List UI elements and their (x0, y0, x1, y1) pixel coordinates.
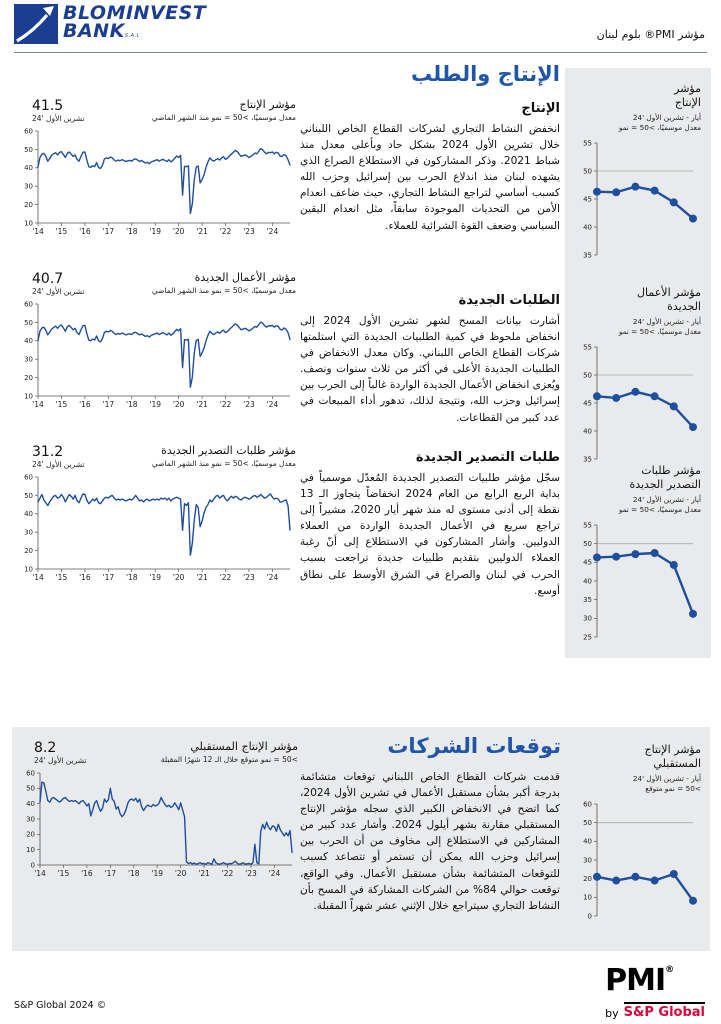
svg-text:25: 25 (583, 633, 592, 642)
svg-text:'16: '16 (79, 573, 91, 582)
svg-text:'23: '23 (243, 227, 255, 236)
svg-text:45: 45 (583, 195, 592, 204)
svg-text:30: 30 (583, 856, 592, 865)
mini-chart-range: أيار - تشرين الأول '24 (632, 112, 701, 122)
mini-chart-note: معدل موسميًا، >50 = نمو (618, 504, 701, 514)
article-body: سجّل مؤشر طلبيات التصدير الجديدة المُعدّل موسمياً في بداية الربع الرابع من العام 2024 انخفاضاً يتجاوز الـ 13 نقطة إلى أدنى مستوى له منذ شهر أيار 2020، مشيراً إلى تراجع سريع في الأعمال الجديدة الواردة من العملاء الدوليين. وأشار المشاركون في الاستطلاع إلى أنّ رغبة العملاء الدوليين بتقديم طلبيات جديدة تراجعت بسبب الحرب في لبنان والصراع في الشرق الأوسط على نطاق أوسع. (300, 472, 561, 597)
svg-text:'14: '14 (34, 869, 46, 878)
svg-text:'21: '21 (196, 573, 208, 582)
svg-text:'17: '17 (102, 573, 115, 582)
svg-text:'20: '20 (172, 573, 185, 582)
bank-name: BLOMINVEST (63, 2, 207, 24)
svg-text:45: 45 (583, 399, 592, 408)
mini-chart-title-line1: مؤشر طلبات (641, 464, 701, 477)
new-export-orders-mini-chart (575, 519, 701, 649)
mini-chart-range: أيار - تشرين الأول '24 (632, 494, 701, 504)
svg-text:35: 35 (583, 455, 592, 464)
svg-text:55: 55 (583, 521, 592, 530)
article-body: انخفض النشاط التجاري لشركات القطاع الخاص اللبناني خلال تشرين الأول 2024 بشكل حاد وبأعلى معدل منذ شباط 2021. وذكر المشاركون في الاستطلاع الصراع الذي يشهده لبنان منذ اندلاع الحرب بين إسرائيل وحزب الله كسبب أساسي لتراجع النشاط التجاري، حيث ضاعف انعدام الأمن من التحديات الموجودة سابقاً، مثل انعدام اليقين السياسي وضعف القوة الشرائية للعملاء. (300, 123, 560, 232)
svg-text:'14: '14 (32, 573, 44, 582)
svg-text:'22: '22 (221, 869, 234, 878)
mini-chart-title-line2: الإنتاج (674, 95, 701, 109)
mini-chart-title-line2: الجديدة (667, 299, 701, 313)
svg-text:30: 30 (24, 182, 33, 191)
svg-text:40: 40 (24, 337, 33, 346)
article-body: أشارت بيانات المسح لشهر تشرين الأول 2024 إلى انخفاض ملحوظ في كمية الطلبيات الجديدة التي استلمتها شركات القطاع الخاص اللبناني. وكان معدل الانخفاض في الطلبيات الجديدة الأعلى في أكثر من ثلاث سنوات ونصف. ويُعزى انخفاض الأعمال الجديدة الواردة غالباً إلى الحرب بين إسرائيل وحزب الله، ونتيجة لذلك، تدهور أداء المبيعات في عدد كبير من القطاعات. (300, 315, 560, 424)
svg-text:20: 20 (24, 547, 33, 555)
svg-text:'18: '18 (125, 573, 138, 582)
future-output-mini-chart (575, 798, 701, 928)
article-output (300, 101, 560, 234)
mini-chart-title-line2: التصدير الجديدة (629, 477, 701, 491)
svg-text:'20: '20 (172, 400, 185, 409)
sidebar-recent-trends (565, 68, 711, 658)
chart-latest-date: تشرين الأول '24 (32, 287, 85, 296)
svg-text:55: 55 (583, 343, 592, 352)
svg-text:45: 45 (583, 558, 592, 567)
svg-text:'17: '17 (104, 869, 117, 878)
chart-latest-value: 8.2 (34, 740, 57, 756)
svg-text:50: 50 (24, 145, 33, 154)
article-new-orders (300, 293, 560, 426)
document-title: مؤشر PMI® بلوم لبنان (596, 28, 705, 41)
svg-text:20: 20 (26, 830, 35, 839)
svg-text:'14: '14 (32, 227, 44, 236)
svg-text:40: 40 (583, 427, 592, 436)
svg-text:'22: '22 (219, 227, 232, 236)
svg-text:50: 50 (583, 539, 592, 548)
pmi-registered-mark: ® (665, 965, 674, 975)
mini-chart-range: أيار - تشرين الأول '24 (632, 316, 701, 326)
svg-text:50: 50 (583, 167, 592, 176)
svg-text:30: 30 (583, 614, 592, 623)
svg-text:0: 0 (587, 912, 592, 921)
article-expectations (300, 769, 560, 914)
chart-subtitle: معدل موسميًا، >50 = نمو منذ الشهر الماضي (151, 113, 296, 122)
svg-text:30: 30 (24, 355, 33, 364)
svg-text:'19: '19 (151, 869, 164, 878)
mini-chart-note: معدل موسميًا، >50 = نمو (618, 326, 701, 336)
svg-text:'17: '17 (102, 227, 115, 236)
svg-text:'16: '16 (81, 869, 93, 878)
svg-text:'18: '18 (125, 400, 138, 409)
chart-block-future-output (16, 740, 298, 883)
svg-text:20: 20 (24, 374, 33, 382)
svg-text:10: 10 (24, 219, 33, 228)
svg-text:'23: '23 (243, 573, 255, 582)
svg-text:'16: '16 (79, 400, 91, 409)
svg-text:10: 10 (24, 565, 33, 574)
svg-text:'24: '24 (266, 227, 279, 236)
svg-text:50: 50 (24, 491, 33, 500)
sp-global-logo: S&P Global (624, 1002, 705, 1020)
article-new-export-orders (300, 450, 560, 599)
svg-text:'24: '24 (268, 869, 281, 878)
svg-text:'19: '19 (149, 400, 162, 409)
chart-latest-date: تشرين الأول '24 (32, 460, 85, 469)
mini-chart-note: معدل موسميًا، >50 = نمو (618, 122, 701, 132)
chart-title: مؤشر الأعمال الجديدة (194, 271, 296, 284)
svg-text:30: 30 (24, 528, 33, 537)
svg-text:40: 40 (583, 223, 592, 232)
svg-text:'14: '14 (32, 400, 44, 409)
svg-text:10: 10 (26, 846, 35, 855)
bank-logo-icon (14, 4, 58, 44)
bank-name-line2: BANK (63, 20, 125, 43)
chart-latest-value: 41.5 (32, 98, 64, 114)
chart-title: مؤشر طلبات التصدير الجديدة (161, 444, 296, 457)
header-divider (14, 52, 707, 53)
article-heading: طلبات التصدير الجديدة (415, 450, 560, 465)
section-title-output-demand: الإنتاج والطلب (410, 62, 560, 86)
pmi-by-text: by (605, 1007, 619, 1020)
section-title-expectations: توقعات الشركات (387, 734, 561, 758)
mini-chart-title-line2: المستقبلي (653, 756, 701, 770)
svg-text:0: 0 (30, 861, 35, 870)
svg-text:'20: '20 (174, 869, 187, 878)
svg-text:10: 10 (24, 392, 33, 401)
mini-chart-block-future-output (565, 743, 711, 928)
svg-text:'16: '16 (79, 227, 91, 236)
svg-text:'20: '20 (172, 227, 185, 236)
svg-text:60: 60 (24, 473, 33, 482)
mini-chart-title-line1: مؤشر الإنتاج (644, 743, 701, 756)
section-business-expectations (12, 727, 710, 951)
svg-text:60: 60 (583, 800, 592, 809)
svg-text:'21: '21 (196, 227, 208, 236)
svg-text:10: 10 (583, 893, 592, 902)
mini-chart-note: >50 = نمو متوقع (645, 783, 701, 793)
svg-text:'15: '15 (57, 869, 70, 878)
new-export-orders-index-chart (14, 471, 296, 587)
svg-text:'23: '23 (245, 869, 257, 878)
svg-text:55: 55 (583, 139, 592, 148)
svg-text:'21: '21 (196, 400, 208, 409)
chart-title: مؤشر الإنتاج المستقبلي (190, 740, 298, 753)
svg-text:50: 50 (583, 818, 592, 827)
svg-text:50: 50 (583, 371, 592, 380)
svg-text:60: 60 (24, 127, 33, 136)
new-business-mini-chart (575, 341, 701, 471)
bank-logo-text (63, 2, 207, 43)
chart-latest-date: تشرين الأول '24 (32, 114, 85, 123)
mini-chart-title-line1: مؤشر (674, 82, 701, 95)
svg-text:35: 35 (583, 595, 592, 604)
svg-text:35: 35 (583, 251, 592, 260)
chart-subtitle: معدل موسميًا، >50 = نمو منذ الشهر الماضي (151, 459, 296, 468)
svg-text:'18: '18 (127, 869, 140, 878)
footer-copyright: S&P Global 2024 © (14, 1000, 107, 1011)
bank-sal: S.A.L (124, 33, 140, 40)
pmi-logo-text: PMI (605, 963, 666, 998)
svg-text:50: 50 (24, 318, 33, 327)
chart-block-new-export-orders (14, 444, 296, 587)
mini-chart-block-new-business (565, 286, 711, 471)
svg-text:40: 40 (583, 837, 592, 846)
svg-text:'15: '15 (55, 227, 68, 236)
svg-text:'15: '15 (55, 400, 68, 409)
future-output-index-chart (16, 767, 298, 883)
svg-text:40: 40 (583, 577, 592, 586)
chart-block-new-business (14, 271, 296, 414)
svg-text:'21: '21 (198, 869, 210, 878)
mini-chart-title-line1: مؤشر الأعمال (637, 286, 701, 299)
mini-chart-block-output (565, 82, 711, 267)
svg-text:'23: '23 (243, 400, 255, 409)
pmi-logo (605, 963, 705, 1020)
chart-subtitle: معدل موسميًا، >50 = نمو منذ الشهر الماضي (151, 286, 296, 295)
svg-text:'19: '19 (149, 573, 162, 582)
svg-text:'19: '19 (149, 227, 162, 236)
svg-text:60: 60 (26, 769, 35, 778)
chart-latest-value: 31.2 (32, 444, 64, 460)
bank-logo (14, 4, 206, 44)
svg-text:20: 20 (583, 874, 592, 883)
article-body: قدمت شركات القطاع الخاص اللبناني توقعات متشائمة بدرجة أكبر بشأن مستقبل الأعمال في تشرين الأول 2024، كما اتضح في الانخفاض الكبير الذي سجله مؤشر الإنتاج المستقبلي مقارنة بشهر أيلول 2024. وأشار عدد كبير من المشاركين في الاستطلاع إلى مخاوف من أن الحرب بين إسرائيل وحزب الله يمكن أن تستمر أو تتصاعد كسبب للتوقعات المتشائمة بشأن مستقبل الأعمال. وفي الواقع، توقعت حوالي 84% من الشركات المشاركة في المسح بأن النشاط التجاري سيتراجع خلال الإثني عشر شهراً المقبلة. (300, 771, 560, 912)
svg-text:'24: '24 (266, 400, 279, 409)
svg-text:'18: '18 (125, 227, 138, 236)
article-heading: الإنتاج (521, 101, 560, 116)
chart-subtitle: >50 = نمو متوقع خلال الـ 12 شهرًا المقبلة (160, 755, 298, 764)
svg-text:20: 20 (24, 201, 33, 209)
svg-text:60: 60 (24, 300, 33, 309)
svg-text:'17: '17 (102, 400, 115, 409)
svg-text:40: 40 (26, 800, 35, 809)
svg-text:'22: '22 (219, 573, 232, 582)
svg-text:50: 50 (26, 784, 35, 793)
mini-chart-range: أيار - تشرين الأول '24 (632, 773, 701, 783)
mini-chart-block-new-export-orders (565, 464, 711, 649)
svg-text:40: 40 (24, 510, 33, 519)
chart-latest-value: 40.7 (32, 271, 64, 287)
output-index-chart (14, 125, 296, 241)
chart-title: مؤشر الإنتاج (239, 98, 296, 111)
chart-block-output (14, 98, 296, 241)
chart-latest-date: تشرين الأول '24 (34, 756, 87, 765)
svg-text:'24: '24 (266, 573, 279, 582)
svg-text:'22: '22 (219, 400, 232, 409)
svg-text:'15: '15 (55, 573, 68, 582)
svg-text:40: 40 (24, 164, 33, 173)
new-business-index-chart (14, 298, 296, 414)
output-index-mini-chart (575, 137, 701, 267)
article-heading: الطلبات الجديدة (458, 293, 560, 308)
svg-text:30: 30 (26, 815, 35, 824)
